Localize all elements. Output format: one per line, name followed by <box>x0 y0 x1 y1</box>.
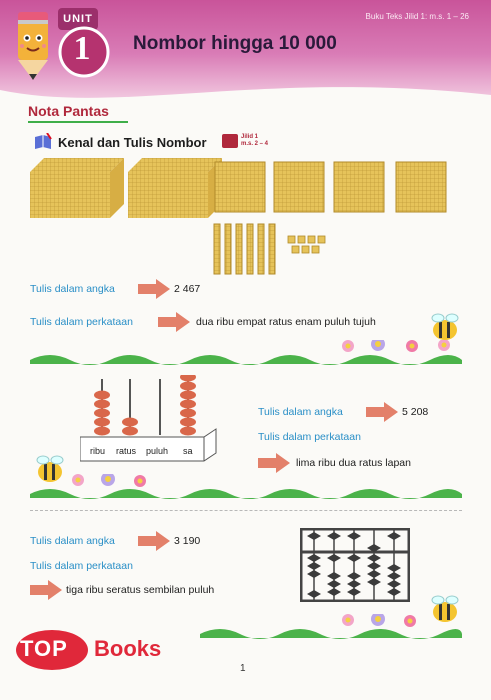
grass-divider <box>200 614 462 642</box>
digits-value: 2 467 <box>174 283 201 295</box>
page-number: 1 <box>240 663 246 674</box>
chapter-title: Nombor hingga 10 000 <box>133 33 337 54</box>
abacus-label-ratus: ratus <box>116 446 137 456</box>
unit-number: 1 <box>73 30 91 67</box>
words-label: Tulis dalam perkataan <box>258 431 361 443</box>
arrow-right-icon <box>158 312 190 332</box>
section-heading: Nota Pantas <box>28 103 109 119</box>
textbook-reference-icon <box>222 134 238 148</box>
unit-cube <box>312 246 319 253</box>
hundred-flat <box>274 162 324 212</box>
arrow-right-icon <box>30 580 62 600</box>
section-divider <box>30 510 462 511</box>
thousand-cube <box>30 158 124 218</box>
words-value: lima ribu dua ratus lapan <box>296 457 411 469</box>
hundred-flat <box>396 162 446 212</box>
digits-label: Tulis dalam angka <box>258 406 343 418</box>
ten-rod <box>214 224 220 274</box>
unit-cube <box>298 236 305 243</box>
base-ten-blocks <box>30 158 460 278</box>
thousand-cube <box>128 158 222 218</box>
ten-rod <box>258 224 264 274</box>
arrow-right-icon <box>258 453 290 473</box>
arrow-right-icon <box>138 531 170 551</box>
soroban-abacus-3190 <box>300 528 410 602</box>
section-heading-underline <box>28 121 128 123</box>
unit-cube <box>318 236 325 243</box>
abacus-label-sa: sa <box>183 446 193 456</box>
digits-label: Tulis dalam angka <box>30 283 115 295</box>
subsection-title: Kenal dan Tulis Nombor <box>58 135 207 150</box>
running-head: Buku Teks Jilid 1: m.s. 1 – 26 <box>365 12 469 21</box>
abacus-label-puluh: puluh <box>146 446 169 456</box>
words-label: Tulis dalam perkataan <box>30 560 133 572</box>
hundred-flat <box>215 162 265 212</box>
unit-cube <box>302 246 309 253</box>
words-label: Tulis dalam perkataan <box>30 316 133 328</box>
textbook-reference: Jilid 1 m.s. 2 – 4 <box>241 134 269 147</box>
words-value: tiga ribu seratus sembilan puluh <box>66 584 215 596</box>
arrow-right-icon <box>366 402 398 422</box>
pencil-mascot-icon <box>4 4 62 84</box>
words-value: dua ribu empat ratus enam puluh tujuh <box>196 316 376 328</box>
watermark-top: TOP <box>20 636 68 661</box>
abacus-label-ribu: ribu <box>90 446 106 456</box>
watermark-books: Books <box>94 636 162 661</box>
ten-rod <box>225 224 231 274</box>
book-icon <box>33 133 53 151</box>
hundred-flat <box>334 162 384 212</box>
unit-cube <box>308 236 315 243</box>
ten-rod <box>269 224 275 274</box>
digits-value: 5 208 <box>402 406 429 418</box>
unit-cube <box>288 236 295 243</box>
arrow-right-icon <box>138 279 170 299</box>
unit-label: UNIT <box>63 13 93 25</box>
digits-value: 3 190 <box>174 535 201 547</box>
ten-rod <box>247 224 253 274</box>
unit-cube <box>292 246 299 253</box>
digits-label: Tulis dalam angka <box>30 535 115 547</box>
ten-rod <box>236 224 242 274</box>
grass-divider <box>30 340 462 368</box>
grass-divider <box>30 474 462 502</box>
